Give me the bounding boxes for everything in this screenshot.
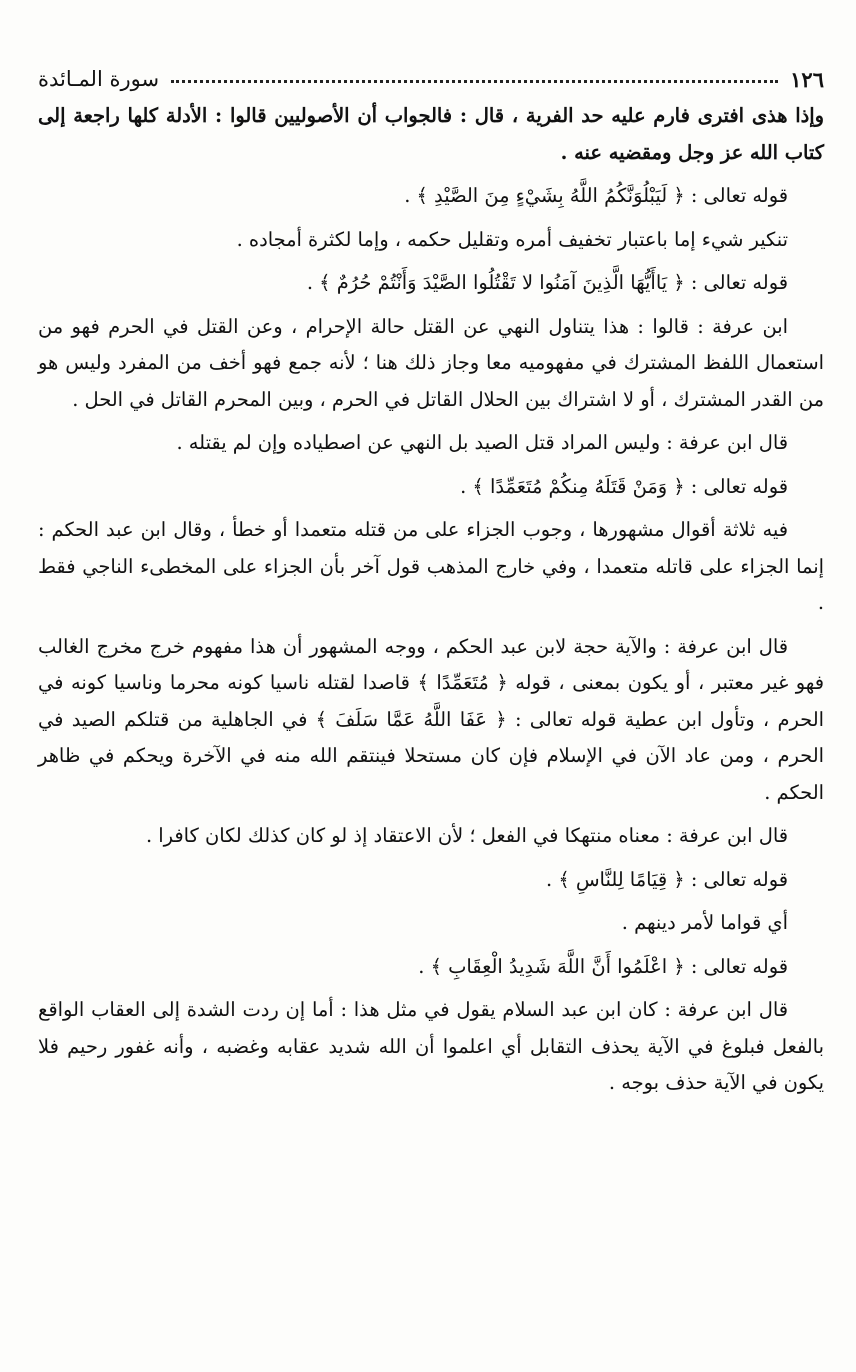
page-number: ١٢٦	[790, 66, 824, 92]
paragraph: وإذا هذى افترى فارم عليه حد الفرية ، قال : فالجواب أن الأصوليين قالوا : الأدلة كلها راجعة إلى كتاب الله عز وجل ومقضيه عنه .	[38, 104, 824, 164]
header-dotted-leader	[171, 80, 778, 83]
paragraph: ابن عرفة : قالوا : هذا يتناول النهي عن القتل حالة الإحرام ، وعن القتل في الحرم فهو من استعمال اللفظ المشترك في مفهوميه معا وجاز ذلك هنا ؛ لأنه جمع فهو أخف من المفرد وليس هو من القدر المشترك ، أو لا اشتراك بين الحلال القاتل في الحرم ، وبين المحرم القاتل في الحل .	[38, 314, 824, 411]
paragraph: قال ابن عرفة : والآية حجة لابن عبد الحكم ، ووجه المشهور أن هذا مفهوم خرج مخرج الغالب فهو غير معتبر ، أو يكون بمعنى ، قوله ﴿ مُتَعَمِّدًا ﴾ قاصدا لقتله ناسيا كونه محرما وناسيا كونه في الحرم ، وتأول ابن عطية قوله تعالى : ﴿ عَفَا اللَّهُ عَمَّا سَلَفَ ﴾ في الجاهلية من قتلكم الصيد في الحرم ، ومن عاد الآن في الإسلام فإن كان مستحلا فينتقم الله منه في الآخرة ويحكم في ظاهر الحكم .	[38, 634, 824, 804]
page-header	[38, 62, 824, 96]
verse-heading: قوله تعالى : ﴿ وَمَنْ قَتَلَهُ مِنكُمْ مُتَعَمِّدًا ﴾ .	[460, 474, 788, 498]
paragraph: فيه ثلاثة أقوال مشهورها ، وجوب الجزاء على من قتله متعمدا أو خطأ ، وقال ابن عبد الحكم : إنما الجزاء على قاتله متعمدا ، وفي خارج المذهب قول آخر بأن الجزاء على المخطىء الناجي فقط .	[38, 518, 824, 614]
verse-heading: قوله تعالى : ﴿ اعْلَمُوا أَنَّ اللَّهَ شَدِيدُ الْعِقَابِ ﴾ .	[418, 954, 788, 978]
paragraph: قال ابن عرفة : معناه منتهكا في الفعل ؛ لأن الاعتقاد إذ لو كان كذلك لكان كافرا .	[145, 824, 788, 847]
verse-heading: قوله تعالى : ﴿ لَيَبْلُوَنَّكُمُ اللَّهُ بِشَيْءٍ مِنَ الصَّيْدِ ﴾ .	[404, 184, 788, 207]
paragraph: قال ابن عرفة : كان ابن عبد السلام يقول في مثل هذا : أما إن ردت الشدة إلى العقاب الواقع بالفعل فبلوغ في الآية يحذف التقابل أي اعلموا أن الله شديد عقابه وغضبه ، وأنه غفور رحيم فلا يكون في الآية حذف بوجه .	[38, 998, 824, 1094]
paragraph: قال ابن عرفة : وليس المراد قتل الصيد بل النهي عن اصطياده وإن لم يقتله .	[176, 431, 788, 454]
verse-heading: قوله تعالى : ﴿ قِيَامًا لِلنَّاسِ ﴾ .	[546, 867, 788, 891]
surah-title: سورة المـائدة	[38, 67, 160, 91]
paragraph: أي قواما لأمر دينهم .	[621, 911, 788, 934]
page-body	[38, 98, 824, 1102]
verse-heading: قوله تعالى : ﴿ يَاأَيُّهَا الَّذِينَ آمَنُوا لا تَقْتُلُوا الصَّيْدَ وَأَنْتُمْ حُرُمٌ ﴾ .	[306, 271, 788, 294]
paragraph: تنكير شيء إما باعتبار تخفيف أمره وتقليل حكمه ، وإما لكثرة أمجاده .	[236, 227, 788, 251]
